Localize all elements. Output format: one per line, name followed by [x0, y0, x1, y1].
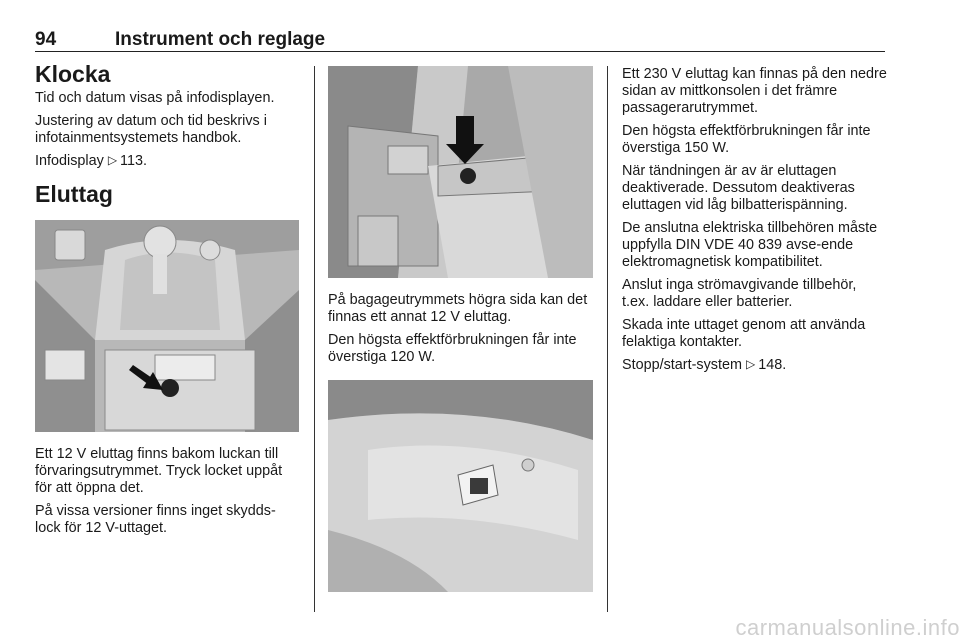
- photo-12v-socket-console: [35, 220, 299, 432]
- column-divider: [607, 66, 608, 612]
- paragraph: De anslutna elektriska tillbehören måste uppfylla DIN VDE 40 839 avse-ende elektromagnetisk kompatibilitet.: [622, 220, 878, 270]
- xref-page: 113.: [120, 153, 147, 170]
- column-divider: [314, 66, 315, 612]
- paragraph: Skada inte uttaget genom att använda felaktiga kontakter.: [622, 317, 866, 350]
- console-230v-illustration: [328, 380, 593, 592]
- luggage-compartment-illustration: [328, 66, 593, 278]
- xref-text: Infodisplay: [35, 153, 104, 170]
- paragraph: Ett 230 V eluttag kan finnas på den nedre sidan av mittkonsolen i det främre passagerarutrymmet.: [622, 66, 887, 116]
- xref-text: Stopp/start-system: [622, 357, 742, 373]
- cross-reference[interactable]: [622, 357, 887, 374]
- paragraph: På bagageutrymmets högra sida kan det finnas ett annat 12 V eluttag.: [328, 292, 588, 325]
- page-ref-arrow-icon: [746, 357, 758, 373]
- header-rule: [35, 51, 885, 52]
- heading-eluttag: Eluttag: [35, 181, 113, 208]
- paragraph: På vissa versioner finns inget skydds-lock för 12 V-uttaget.: [35, 502, 276, 536]
- paragraph: Ett 12 V eluttag finns bakom luckan till förvaringsutrymmet. Tryck locket uppåt för att öppna det.: [35, 445, 283, 496]
- photo-luggage-12v-socket: [328, 66, 593, 278]
- column-2: [328, 62, 593, 592]
- paragraph: Tid och datum visas på infodisplayen.: [35, 90, 275, 107]
- heading-klocka: Klocka: [35, 61, 111, 87]
- page-header: [35, 30, 885, 50]
- paragraph: Justering av datum och tid beskrivs i infotainmentsystemets handbok.: [35, 113, 267, 147]
- paragraph: Den högsta effektförbrukningen får inte överstiga 150 W.: [622, 123, 871, 156]
- column-3: [622, 62, 887, 380]
- watermark: carmanualsonline.info: [735, 615, 960, 640]
- photo-230v-socket: [328, 380, 593, 592]
- page-number: 94: [35, 29, 57, 50]
- xref-page: 148.: [758, 357, 787, 373]
- console-illustration: [35, 220, 299, 432]
- page-ref-arrow-icon: [108, 153, 120, 169]
- running-title: Instrument och reglage: [115, 29, 326, 50]
- paragraph: Anslut inga strömavgivande tillbehör, t.ex. laddare eller batterier.: [622, 277, 857, 310]
- paragraph: När tändningen är av är eluttagen deaktiverade. Dessutom deaktiveras eluttagen vid låg bilbatterispänning.: [622, 163, 855, 213]
- paragraph: Den högsta effektförbrukningen får inte överstiga 120 W.: [328, 332, 577, 365]
- column-1: [35, 62, 299, 543]
- cross-reference[interactable]: [35, 153, 299, 170]
